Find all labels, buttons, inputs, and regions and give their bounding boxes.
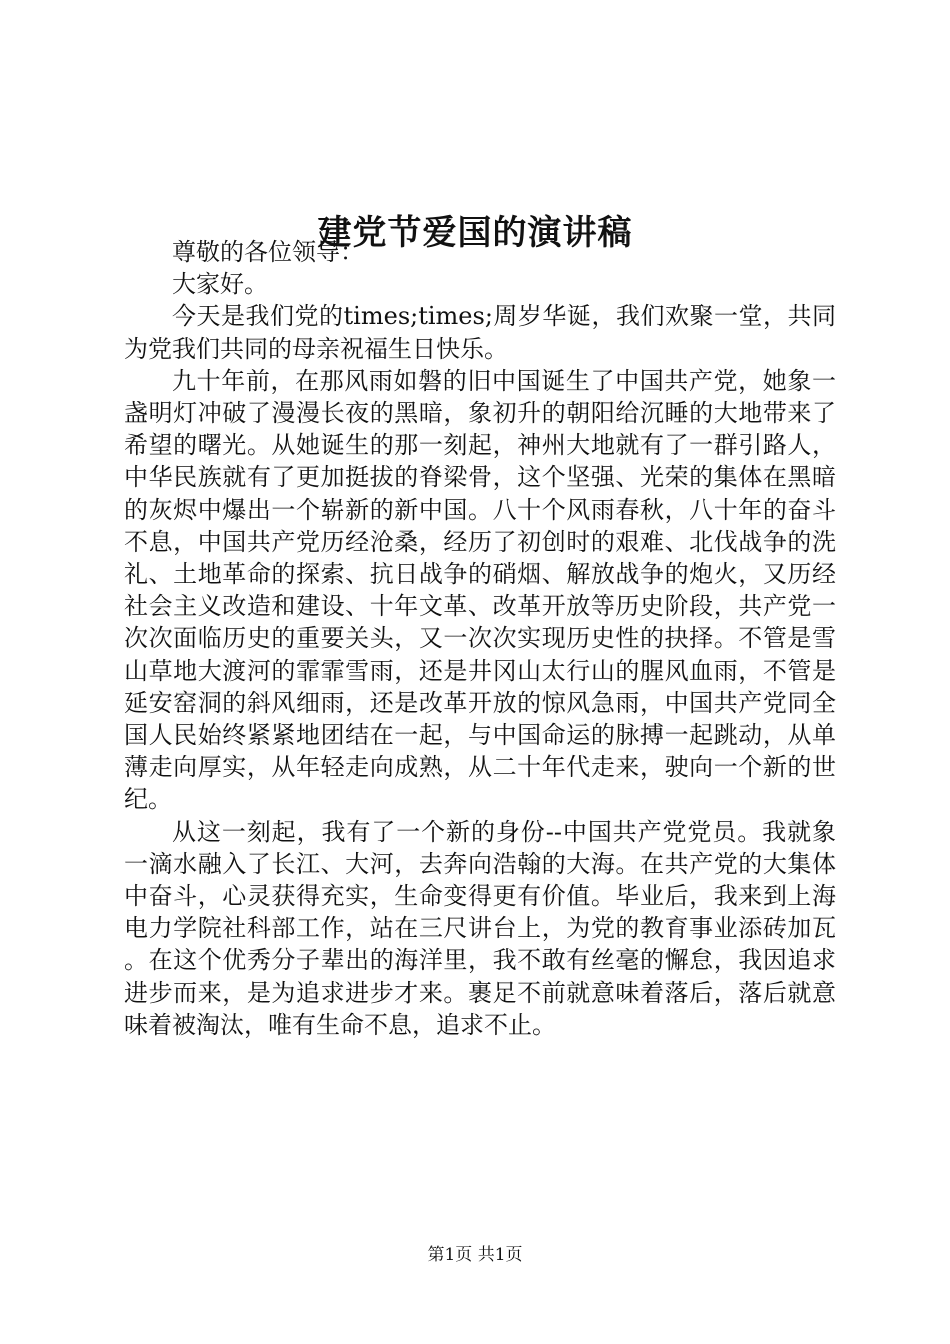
paragraph-1: 今天是我们党的times;times;周岁华诞，我们欢聚一堂，共同为党我们共同的母亲祝福生日快乐。	[124, 302, 836, 363]
document-title: 建党节爱国的演讲稿	[317, 212, 633, 253]
salutation: 尊敬的各位领导：	[172, 238, 364, 266]
paragraph-2: 九十年前，在那风雨如磐的旧中国诞生了中国共产党，她象一盏明灯冲破了漫漫长夜的黑暗，象初升的朝阳给沉睡的大地带来了希望的曙光。从她诞生的那一刻起，神州大地就有了一群引路人，中华民族就有了更加挺拔的脊梁骨，这个坚强、光荣的集体在黑暗的灰烬中爆出一个崭新的新中国。八十个风雨春秋，八十年的奋斗不息，中国共产党历经沧桑，经历了初创时的艰难、北伐战争的洗礼、土地革命的探索、抗日战争的硝烟、解放战争的炮火，又历经社会主义改造和建设、十年文革、改革开放等历史阶段，共产党一次次面临历史的重要关头，又一次次实现历史性的抉择。不管是雪山草地大渡河的霏霏雪雨，还是井冈山太行山的腥风血雨，不管是延安窑洞的斜风细雨，还是改革开放的惊风急雨，中国共产党同全国人民始终紧紧地团结在一起，与中国命运的脉搏一起跳动，从单薄走向厚实，从年轻走向成熟，从二十年代走来，驶向一个新的世纪。	[124, 366, 836, 814]
document-body	[124, 236, 836, 1041]
paragraph-3: 从这一刻起，我有了一个新的身份--中国共产党党员。我就象一滴水融入了长江、大河，去奔向浩翰的大海。在共产党的大集体中奋斗，心灵获得充实，生命变得更有价值。毕业后，我来到上海电力学院社科部工作，站在三尺讲台上，为党的教育事业添砖加瓦。在这个优秀分子辈出的海洋里，我不敢有丝毫的懈怠，我因追求进步而来，是为追求进步才来。裹足不前就意味着落后，落后就意味着被淘汰，唯有生命不息，追求不止。	[124, 817, 836, 1039]
page-footer: 第1页 共1页	[427, 1245, 523, 1265]
greeting: 大家好。	[172, 270, 268, 299]
